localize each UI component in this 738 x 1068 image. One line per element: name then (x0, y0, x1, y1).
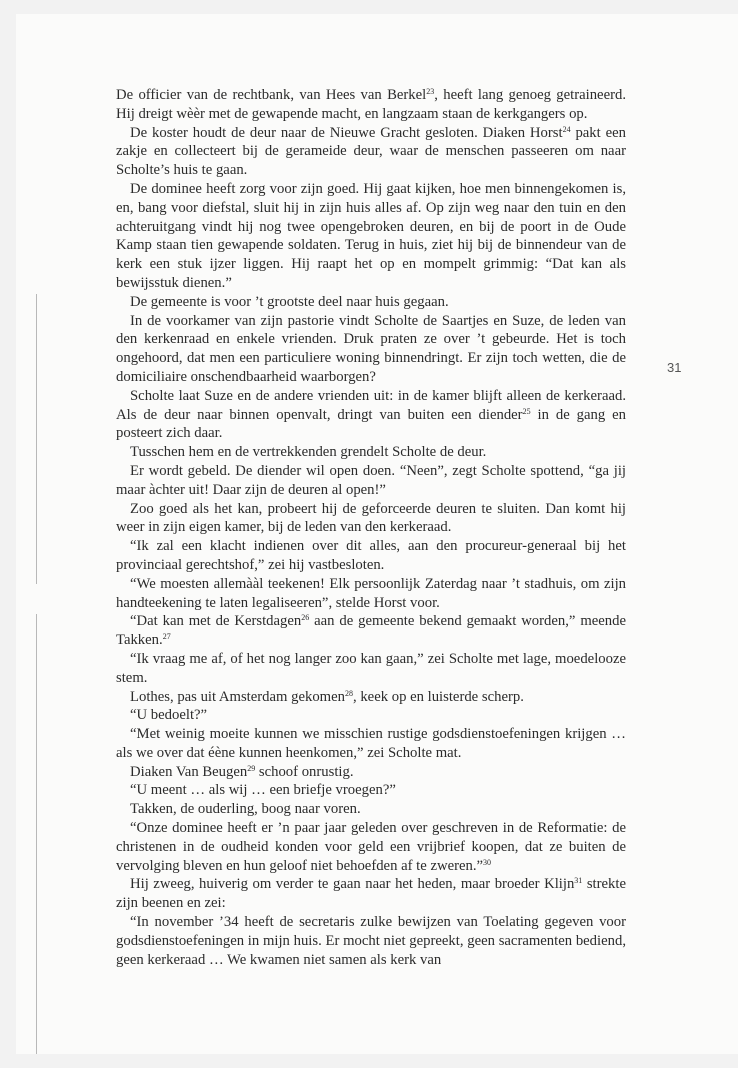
paragraph (116, 312, 626, 387)
paragraph-text: De koster houdt de deur naar de Nieuwe Gracht gesloten. Diaken Horst (130, 124, 563, 141)
paragraph-text: , heeft lang genoeg getraineerd. Hij dreigt wèèr met de gewapende macht, en langzaam staan de kerkgangers op. (116, 87, 626, 122)
paragraph-text: “U meent … als wij … een briefje vroegen?” (130, 782, 396, 799)
paragraph (116, 800, 626, 819)
paragraph-text: In de voorkamer van zijn pastorie vindt Scholte de Saartjes en Suze, de leden van den kerkenraad en enkele vrienden. Druk praten ze over ’t gebeurde. Het is toch ongehoord, dat men een particuliere woning binnendringt. Er zijn toch wetten, die de domiciliaire onschendbaarheid waarborgen? (116, 312, 626, 385)
paragraph-text: in de gang en posteert zich daar. (116, 406, 626, 442)
book-page (16, 14, 738, 1054)
paragraph (116, 537, 626, 575)
body-text (116, 86, 626, 969)
paragraph-text: “Met weinig moeite kunnen we misschien rustige godsdienstoefeningen krijgen … als we over dat éène kunnen heenkomen,” zei Scholte mat. (116, 726, 626, 761)
footnote-marker: 24 (562, 124, 571, 134)
gutter-line (36, 614, 37, 1054)
paragraph-text: , keek op en luisterde scherp. (352, 688, 524, 705)
paragraph (116, 819, 626, 875)
paragraph-text: “Ik vraag me af, of het nog langer zoo kan gaan,” zei Scholte met lage, moedelooze stem. (116, 650, 626, 686)
paragraph (116, 875, 626, 913)
footnote-marker: 26 (301, 613, 310, 623)
paragraph-text: strekte zijn beenen en zei: (116, 876, 626, 912)
paragraph (116, 725, 626, 763)
footnote-marker: 31 (574, 876, 583, 886)
paragraph (116, 913, 626, 969)
paragraph (116, 124, 626, 180)
paragraph-text: De dominee heeft zorg voor zijn goed. Hij gaat kijken, hoe men binnengekomen is, en, bang voor diefstal, sluit hij in zijn huis alles af. Op zijn weg naar den tuin en den achteruitgang vindt hij nog twee opengebroken deuren, en bij de poort in de Oude Kamp staan tien gewapende soldaten. Terug in huis, ziet hij bij de binnendeur van de kerk een stuk ijzer liggen. Hij raapt het op en mompelt grimmig: “Dat kan als bewijsstuk dienen.” (116, 180, 626, 291)
paragraph-text: Diaken Van Beugen (130, 763, 248, 780)
footnote-marker: 28 (344, 688, 353, 698)
paragraph (116, 387, 626, 443)
paragraph-text: De gemeente is voor ’t grootste deel naar huis gegaan. (130, 293, 449, 310)
paragraph (116, 575, 626, 613)
paragraph (116, 612, 626, 650)
paragraph-text: pakt een zakje en collecteert bij de gerameide deur, waar de menschen passeeren om naar Scholte’s huis te gaan. (116, 124, 626, 179)
paragraph-text: Takken, de ouderling, boog naar voren. (130, 801, 361, 818)
footnote-marker: 29 (247, 763, 256, 773)
paragraph-text: Lothes, pas uit Amsterdam gekomen (130, 688, 345, 705)
paragraph (116, 293, 626, 312)
paragraph (116, 706, 626, 725)
paragraph-text: aan de gemeente bekend gemaakt worden,” meende Takken. (116, 613, 626, 649)
paragraph (116, 462, 626, 500)
footnote-marker: 30 (483, 857, 492, 867)
paragraph-text: Er wordt gebeld. De diender wil open doen. “Neen”, zegt Scholte spottend, “ga jij maar àchter uit! Daar zijn de deuren al open!” (116, 462, 626, 498)
footnote-marker: 25 (522, 406, 531, 416)
paragraph-text: “Onze dominee heeft er ’n paar jaar geleden over geschreven in de Reformatie: de christenen in de oudheid konden voor geld een vrijbrief koopen, dat ze buiten de vervolging bleven en hun geloof niet behoefden af te zweren.” (116, 820, 626, 874)
footnote-marker: 23 (426, 87, 435, 96)
paragraph-text: Zoo goed als het kan, probeert hij de geforceerde deuren te sluiten. Dan komt hij weer in zijn eigen kamer, bij de leden van den kerkeraad. (116, 500, 626, 536)
gutter-line (36, 294, 37, 584)
paragraph (116, 688, 626, 707)
paragraph (116, 500, 626, 538)
paragraph-text: “Dat kan met de Kerstdagen (130, 613, 302, 630)
paragraph-text: Scholte laat Suze en de andere vrienden uit: in de kamer blijft alleen de kerkeraad. Als de deur naar binnen openvalt, dringt van buiten een diender (116, 387, 626, 423)
paragraph-text: “We moesten allemààl teekenen! Elk persoonlijk Zaterdag naar ’t stadhuis, om zijn handteekening te laten legaliseeren”, stelde Horst voor. (116, 575, 626, 611)
footnote-marker: 27 (162, 632, 171, 642)
paragraph-text: Tusschen hem en de vertrekkenden grendelt Scholte de deur. (130, 444, 487, 461)
paragraph-text: De officier van de rechtbank, van Hees van Berkel (116, 87, 427, 103)
paragraph (116, 86, 626, 124)
paragraph-text: “In november ’34 heeft de secretaris zulke bewijzen van Toelating gegeven voor godsdienstoefeningen in mijn huis. Er mocht niet gepreekt, geen sacramenten bediend, geen kerkeraad … We kwamen niet samen als kerk van (116, 914, 626, 968)
paragraph (116, 763, 626, 782)
paragraph (116, 650, 626, 688)
paragraph-text: schoof onrustig. (255, 763, 354, 780)
page-number: 31 (667, 360, 682, 375)
paragraph-text: “Ik zal een klacht indienen over dit alles, aan den procureur-generaal bij het provinciaal gerechtshof,” zei hij vastbesloten. (116, 538, 626, 573)
paragraph-text: “U bedoelt?” (130, 707, 208, 724)
paragraph (116, 443, 626, 462)
paragraph (116, 180, 626, 293)
paragraph-text: Hij zweeg, huiverig om verder te gaan naar het heden, maar broeder Klijn (130, 876, 575, 893)
paragraph (116, 781, 626, 800)
